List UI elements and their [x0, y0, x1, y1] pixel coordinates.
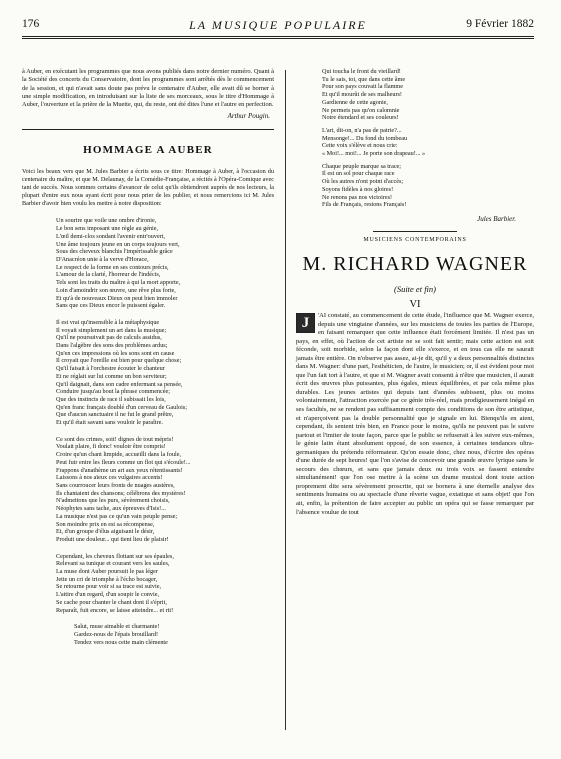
verse-line: Une âme toujours jeune en un corps toujours vert, [56, 240, 180, 248]
section-title: HOMMAGE A AUBER [83, 144, 213, 157]
verse-line: Se cache pour chanter le chant dont il s'éprit, [56, 598, 167, 606]
verse-line: Dans l'algèbre des sons des problèmes ardus; [56, 342, 168, 350]
verse-line: Et qu'il mourût de ses malheurs! [322, 91, 402, 99]
verse-line: Qu'il ne poursuivait pas de calculs assidus, [56, 334, 162, 342]
poem-continuation-stanza-3 [296, 163, 534, 209]
verse-line: Croire qu'un chant limpide, accueilli dans la foule, [56, 451, 181, 459]
page-number: 176 [22, 18, 40, 30]
left-column [22, 68, 274, 646]
verse-line: Et qu'il était savant sans vouloir le paraître. [56, 419, 163, 427]
verse-line: Conduire jusqu'au bout la phrase commencée; [56, 388, 171, 396]
verse-line: Notre étendard et ses couleurs! [322, 114, 399, 122]
poem-stanza-3 [22, 436, 274, 544]
series-title: MUSICIENS CONTEMPORAINS [363, 236, 467, 243]
verse-line: N'admettons que les purs, sévèrement choisis, [56, 497, 170, 505]
section-rule [373, 231, 457, 232]
verse-line: Où les autres n'ont point d'accès; [322, 178, 404, 186]
dropcap-letter: J [296, 313, 315, 333]
verse-line: Cependant, les cheveux flottant sur ses épaules, [56, 552, 174, 560]
column-divider [285, 70, 286, 730]
verse-line: « Moi!... moi!... Je porte son drapeau!... » [322, 150, 426, 158]
verse-line: Qu'il daignait, dans son cadre enfermant sa pensée, [56, 380, 183, 388]
verse-line: Ne renons pas nos victoires! [322, 193, 393, 201]
verse-line: Se retourne pour voir si sa trace est suivie, [56, 583, 161, 591]
verse-line: Reparaît, fuit encore, se laisse atteindre... et rit! [56, 606, 174, 614]
verse-line: Le respect de la forme en ses contours précis, [56, 263, 169, 271]
header-rule [22, 36, 534, 39]
verse-line: Et qu'à de nouveaux Dieux on peut bien immoler [56, 294, 178, 302]
poem-continuation-stanza-2 [296, 127, 534, 158]
verse-line: Produit une douleur... qui tient lieu de plaisir! [56, 535, 169, 543]
poem-preface: Voici les beaux vers que M. Jules Barbier a écrits sous ce titre: Hommage à Auber, à l'occasion du centenaire du maître, et que M. Delaunay, de la Comédie-Française, a récités à l'Opéra-Comique avec tant de succès. Nous sommes certains d'avancer de celui qu'ils obtiendront auprès de nos lecteurs, la plupart d'entre eux nous ayant écrit pour nous prier de les publier, et nous remercions ici M. Jules Barbier d'avoir bien voulu les mettre à notre disposition: [22, 168, 274, 208]
verse-line: Tu le sais, toi, que dans cette âme [322, 75, 406, 83]
verse-line: Et ne réglait sur lui comme un bon serviteur; [56, 372, 167, 380]
part-number: VI [409, 298, 421, 310]
poem-continuation-stanza-1 [296, 68, 534, 122]
verse-line: Relevant sa tunique et courant vers les saules, [56, 560, 170, 568]
article-body [296, 312, 534, 517]
issue-date: 9 Février 1882 [466, 18, 534, 30]
verse-line: Ne permets pas qu'on calomnie [322, 106, 400, 114]
verse-line: Que d'aucun sanctuaire il ne fut le grand prêtre, [56, 411, 174, 419]
journal-title: LA MUSIQUE POPULAIRE [189, 18, 367, 32]
verse-line: Il croyait que l'oreille est bien pour quelque chose; [56, 357, 182, 365]
verse-line: L'œil demi-clos sondant l'avenir entr'ouvert, [56, 232, 166, 240]
verse-line: Tendez vers nous cette main clémente [74, 638, 168, 646]
verse-line: Fils de Français, restons Français! [322, 201, 407, 209]
verse-line: L'amour de la clarté, l'horreur de l'indécis, [56, 271, 161, 279]
verse-line: Et, d'un groupe d'élus aiguisant le désir, [56, 528, 155, 536]
verse-line: Un sourire que voile une ombre d'ironie, [56, 217, 157, 225]
verse-line: Son moindre prix en est sa récompense, [56, 520, 155, 528]
verse-line: Loin d'amoindrir son œuvre, une rêve plus forte, [56, 286, 176, 294]
verse-line: Soyons fidèles à nos gloires! [322, 185, 394, 193]
verse-line: Pour son pays couvait la flamme [322, 83, 403, 91]
intro-paragraph: à Auber, en exécutant les programmes que nous avons publiés dans notre dernier numéro. Quant à la Société des concerts du Conservatoire, dont les programmes sont arrêtés dès le commencement de la session, et qui n'avait sans doute pas prévu le centenaire d'Auber, elle avait dû se borner à une simple modification, en introduisant sur la liste de ses morceaux, sous le titre d'Hommage à Auber, l'ouverture et la prière de la Muette, qui, du reste, ont été dites l'une et l'autre en perfection. [22, 68, 274, 109]
verse-line: L'attire d'un regard, d'un soupir le convie, [56, 591, 160, 599]
verse-line: Voulait plaire, fi donc! vouloir être compris! [56, 443, 166, 451]
poem-stanza-5 [22, 623, 274, 646]
poem-signature: Jules Barbier. [477, 214, 516, 223]
verse-line: Sous des cheveux blanchis l'impérissable grâce [56, 248, 173, 256]
verse-line: Il est vrai qu'insensible à la métaphysique [56, 318, 160, 326]
page-header [22, 18, 534, 36]
article-subtitle: (Suite et fin) [393, 283, 436, 294]
poem-stanza-4 [22, 553, 274, 615]
right-column [296, 68, 534, 517]
verse-line: Frappons d'anathème un art aux yeux rétentissants! [56, 466, 183, 474]
verse-line: Il est un sol pour chaque race [322, 170, 395, 178]
verse-line: Ils chantaient des chansons; célébrons des mystères! [56, 489, 186, 497]
verse-line: Salut, muse aimable et charmante! [74, 623, 160, 631]
poem-stanza-1 [22, 217, 274, 309]
verse-line: L'art, dit-on, n'a pas de patrie?... [322, 126, 402, 134]
verse-line: Mensonge!... Du fond du tombeau [322, 134, 408, 142]
verse-line: Sans courroucer leurs fronts de nuages austères, [56, 481, 175, 489]
verse-line: Que des instincts de race il subissait les lois, [56, 395, 166, 403]
verse-line: Qu'en ces impressions où les sons sont en cause [56, 349, 175, 357]
verse-line: La muse dont Auber poursuit le pas léger [56, 568, 158, 576]
verse-line: Gardez-nous de l'épais brouillard! [74, 630, 159, 638]
verse-line: Qu'en franc français doublé d'un cerveau de Gaulois; [56, 403, 187, 411]
verse-line: D'Anacréon unie à la verve d'Horace, [56, 256, 149, 263]
verse-line: Qu'il faisait à l'orchestre écouter le chanteur [56, 365, 165, 373]
verse-line: Néophytes sans tache, aux épreuves d'Isis!... [56, 505, 166, 513]
poem-stanza-2 [22, 319, 274, 427]
verse-line: Gardienne de cette agonie, [322, 98, 388, 106]
verse-line: Peut fuir entre les fleurs comme un flot qui s'écoule!... [56, 458, 191, 466]
verse-line: La musique n'est pas ce qu'un vain peuple pense; [56, 512, 178, 520]
verse-line: Le bon sens imposant une règle au génie, [56, 225, 159, 233]
verse-line: Il voyait simplement un art dans la musique; [56, 326, 167, 334]
verse-line: Cette voix s'élève et nous crie: [322, 142, 398, 150]
verse-line: Laissons à nos aïeux ces vulgaires accents! [56, 474, 163, 482]
article-title: M. RICHARD WAGNER [302, 252, 528, 275]
verse-line: Jette un cri de triomphe à l'écho bocager, [56, 575, 158, 583]
verse-line: Qui toucha le front du vieillard! [322, 68, 401, 75]
verse-line: Tels sont les traits du maître à qui la mort apporte, [56, 279, 181, 287]
verse-line: Chaque peuple marque sa trace; [322, 162, 402, 170]
verse-line: Sans que ces Dieux encor le puissent égaler. [56, 302, 166, 310]
intro-signature: Arthur Pougin. [227, 112, 270, 121]
verse-line: Ce sont des crimes, soit! dignes de tout mépris! [56, 435, 174, 443]
article-body-text: 'AI constaté, au commencement de cette étude, l'influence que M. Wagner exerce, depuis une vingtaine d'années, sur les musiciens de toutes les parties de l'Europe, en faisant remarquer que cette influence était forcément limitée. Il n'est pas un pays, en effet, où l'action de cet artiste ne se soit fait sentir; mais cette action est soit féconde, soit morbide, selon la façon dont elle s'exerce, et en tous cas elle ne saurait jamais être entière. On n'observe pas assez, ai-je dit, qu'il y a deux personnalités distinctes dans M. Wagner: d'une part, l'esthéticien, de l'autre, le musicien; or, il est évident pour moi que l'un fait tort à l'autre, et que si M. Wagner avait consenti à n'être que musicien, il aurait écrit des œuvres plus puissantes, plus égales, mieux équilibrées, et par cela même plus durables. Les jeunes artistes qui depuis tant d'années subissent, plus ou moins volontairement, l'attraction exercée par ce génie très-réel, mais prodigieusement inégal en ses facultés, ne se rendent pas suffisamment compte des conditions de son être artistique, et n'aperçoivent pas la double personnalité que je signale en lui. Bienqu'ils en aient, cependant, ils sentent très bien, en France pour le moins, qu'ils ne peuvent pas le suivre partout et l'imiter de toute façon, parce que le public se refuserait à les suivre eux-mêmes, le génie latin étant absolument opposé, de son essence, à certaines tendances ultra-germaniques du prétendu réformateur. Qu'on essaie donc, chez nous, d'écrire des opéras d'une durée de sept heures! que l'on s'avise de concevoir une grande œuvre lyrique sans le secours des chœurs, et sans que jamais deux ou trois voix se fassent entendre simultanément! que l'on ose mettre à la scène un drame musical dont toute action proprement dite sera sévèrement proscrite, qui se bornera à une éternelle analyse des sentiments humains ou au spectacle d'une rêverie vague, extatique et sans objet! que l'on ait, enfin, la prétention de faire accepter au public un opéra qui se fasse remarquer par l'absence voulue de tout [296, 311, 534, 516]
section-rule [22, 129, 274, 130]
